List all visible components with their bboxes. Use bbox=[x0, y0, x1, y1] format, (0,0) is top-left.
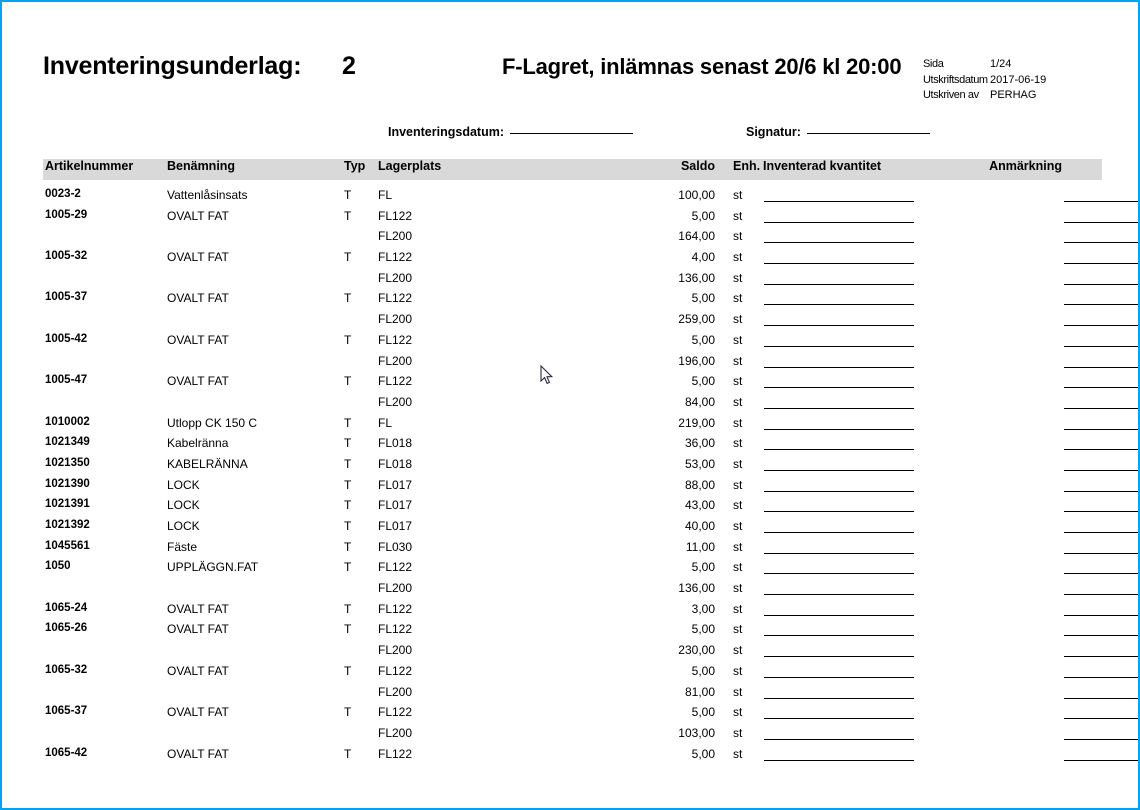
field-label-inventeringsdatum: Inventeringsdatum: bbox=[388, 125, 504, 139]
column-header-benamning: Benämning bbox=[167, 159, 236, 173]
cell-benamning: OVALT FAT bbox=[167, 250, 229, 265]
input-inventerad-kvantitet[interactable] bbox=[764, 263, 914, 264]
table-row bbox=[43, 250, 1102, 271]
field-inventeringsdatum bbox=[388, 124, 633, 139]
cell-typ: T bbox=[344, 539, 352, 554]
cell-lagerplats: FL030 bbox=[378, 539, 413, 554]
cell-saldo: 136,00 bbox=[678, 270, 715, 285]
cell-artikelnummer: 1045561 bbox=[45, 539, 90, 552]
cell-enhet: st bbox=[733, 725, 743, 740]
cell-artikelnummer: 1005-37 bbox=[45, 291, 88, 304]
cell-saldo: 43,00 bbox=[684, 498, 715, 513]
page-title: Inventeringsunderlag: bbox=[43, 52, 302, 80]
table-row bbox=[43, 622, 1102, 643]
input-anmarkning[interactable] bbox=[1064, 553, 1140, 554]
input-inventerad-kvantitet[interactable] bbox=[764, 304, 914, 305]
input-anmarkning[interactable] bbox=[1064, 760, 1140, 761]
cell-artikelnummer: 1005-29 bbox=[45, 208, 88, 221]
input-inventerad-kvantitet[interactable] bbox=[764, 573, 914, 574]
cell-enhet: st bbox=[733, 208, 743, 223]
input-anmarkning[interactable] bbox=[1064, 573, 1140, 574]
table-row bbox=[43, 354, 1102, 375]
table-row bbox=[43, 643, 1102, 664]
cell-lagerplats: FL200 bbox=[378, 581, 413, 596]
input-inventerad-kvantitet[interactable] bbox=[764, 222, 914, 223]
input-anmarkning[interactable] bbox=[1064, 635, 1140, 636]
cell-enhet: st bbox=[733, 332, 743, 347]
input-inventerad-kvantitet[interactable] bbox=[764, 532, 914, 533]
cell-benamning: Kabelränna bbox=[167, 436, 229, 451]
cell-lagerplats: FL122 bbox=[378, 250, 413, 265]
meta-value-utskriftsdatum: 2017-06-19 bbox=[990, 73, 1047, 86]
cell-typ: T bbox=[344, 374, 352, 389]
table-row bbox=[43, 664, 1102, 685]
table-row bbox=[43, 705, 1102, 726]
input-anmarkning[interactable] bbox=[1064, 718, 1140, 719]
input-inventerad-kvantitet[interactable] bbox=[764, 656, 914, 657]
cell-enhet: st bbox=[733, 250, 743, 265]
input-inventerad-kvantitet[interactable] bbox=[764, 511, 914, 512]
cell-lagerplats: FL017 bbox=[378, 498, 413, 513]
cell-lagerplats: FL200 bbox=[378, 353, 413, 368]
cell-enhet: st bbox=[733, 622, 743, 637]
input-anmarkning[interactable] bbox=[1064, 408, 1140, 409]
table-row bbox=[43, 581, 1102, 602]
cell-saldo: 5,00 bbox=[691, 560, 715, 575]
cell-lagerplats: FL bbox=[378, 188, 393, 202]
cell-enhet: st bbox=[733, 498, 743, 513]
cell-saldo: 5,00 bbox=[691, 291, 715, 306]
cell-artikelnummer: 1021349 bbox=[45, 436, 90, 449]
cell-enhet: st bbox=[733, 415, 743, 430]
cell-benamning: KABELRÄNNA bbox=[167, 456, 248, 471]
cell-artikelnummer: 1021392 bbox=[45, 519, 90, 531]
column-header-typ: Typ bbox=[344, 159, 366, 173]
table-body bbox=[43, 188, 1102, 767]
input-anmarkning[interactable] bbox=[1064, 532, 1140, 533]
table-row bbox=[43, 540, 1102, 561]
input-inventerad-kvantitet[interactable] bbox=[764, 635, 914, 636]
cell-typ: T bbox=[344, 477, 352, 492]
cell-lagerplats: FL017 bbox=[378, 477, 413, 492]
cell-lagerplats: FL122 bbox=[378, 374, 413, 389]
cell-enhet: st bbox=[733, 229, 743, 244]
input-anmarkning[interactable] bbox=[1064, 304, 1140, 305]
cell-benamning: OVALT FAT bbox=[167, 208, 229, 223]
cell-enhet: st bbox=[733, 539, 743, 554]
cell-artikelnummer: 1021390 bbox=[45, 477, 90, 490]
input-inventerad-kvantitet[interactable] bbox=[764, 491, 914, 492]
field-input-inventeringsdatum[interactable] bbox=[510, 124, 633, 134]
input-anmarkning[interactable] bbox=[1064, 491, 1140, 492]
cell-enhet: st bbox=[733, 270, 743, 285]
field-input-signatur[interactable] bbox=[807, 124, 930, 134]
column-header-saldo: Saldo bbox=[680, 159, 715, 173]
table-row bbox=[43, 395, 1102, 416]
cell-saldo: 230,00 bbox=[678, 643, 715, 658]
input-anmarkning[interactable] bbox=[1064, 698, 1140, 699]
input-anmarkning[interactable] bbox=[1064, 511, 1140, 512]
cell-typ: T bbox=[344, 705, 352, 720]
cell-saldo: 5,00 bbox=[691, 622, 715, 637]
input-inventerad-kvantitet[interactable] bbox=[764, 553, 914, 554]
table-row bbox=[43, 457, 1102, 478]
cell-saldo: 81,00 bbox=[684, 684, 715, 699]
meta-row-sida bbox=[923, 57, 1046, 73]
document-subtitle: F-Lagret, inlämnas senast 20/6 kl 20:00 bbox=[502, 54, 902, 79]
cell-typ: T bbox=[344, 291, 352, 306]
table-row bbox=[43, 312, 1102, 333]
cell-enhet: st bbox=[733, 581, 743, 596]
field-signatur bbox=[746, 124, 930, 139]
input-anmarkning[interactable] bbox=[1064, 739, 1140, 740]
input-anmarkning[interactable] bbox=[1064, 470, 1140, 471]
input-anmarkning[interactable] bbox=[1064, 284, 1140, 285]
meta-row-utskriftsdatum bbox=[923, 73, 1046, 89]
cell-artikelnummer: 1065-32 bbox=[45, 663, 88, 676]
meta-value-utskriven-av: PERHAG bbox=[990, 89, 1037, 101]
table-row bbox=[43, 560, 1102, 581]
cell-lagerplats: FL122 bbox=[378, 746, 413, 761]
input-inventerad-kvantitet[interactable] bbox=[764, 718, 914, 719]
cell-benamning: Fäste bbox=[167, 539, 198, 554]
cell-benamning: Utlopp CK 150 C bbox=[167, 415, 258, 430]
cell-enhet: st bbox=[733, 291, 743, 306]
cell-artikelnummer: 1005-32 bbox=[45, 250, 88, 263]
table-row bbox=[43, 374, 1102, 395]
column-header-inventerad-kvantitet: Inventerad kvantitet bbox=[763, 159, 882, 173]
cell-saldo: 219,00 bbox=[678, 415, 715, 430]
cell-typ: T bbox=[344, 436, 352, 451]
input-inventerad-kvantitet[interactable] bbox=[764, 408, 914, 409]
cell-benamning: OVALT FAT bbox=[167, 601, 229, 616]
meta-label-utskriftsdatum: Utskriftsdatum bbox=[923, 73, 988, 86]
input-anmarkning[interactable] bbox=[1064, 325, 1140, 326]
cell-enhet: st bbox=[733, 519, 743, 533]
cell-lagerplats: FL018 bbox=[378, 456, 413, 471]
cell-typ: T bbox=[344, 663, 352, 678]
cell-lagerplats: FL017 bbox=[378, 519, 413, 533]
cell-artikelnummer: 1065-37 bbox=[45, 705, 88, 718]
cell-enhet: st bbox=[733, 746, 743, 761]
cell-artikelnummer: 1065-42 bbox=[45, 746, 88, 759]
table-row bbox=[43, 229, 1102, 250]
cell-enhet: st bbox=[733, 353, 743, 368]
table-row bbox=[43, 416, 1102, 437]
cell-typ: T bbox=[344, 560, 352, 575]
cell-saldo: 5,00 bbox=[691, 332, 715, 347]
cell-typ: T bbox=[344, 188, 352, 202]
input-inventerad-kvantitet[interactable] bbox=[764, 201, 914, 202]
table-row bbox=[43, 498, 1102, 519]
cell-benamning: LOCK bbox=[167, 498, 200, 513]
column-header-anmarkning: Anmärkning bbox=[989, 159, 1062, 173]
cell-typ: T bbox=[344, 519, 352, 533]
table-row bbox=[43, 209, 1102, 230]
cell-artikelnummer: 1021391 bbox=[45, 498, 90, 511]
cell-saldo: 4,00 bbox=[691, 250, 715, 265]
cell-artikelnummer: 1010002 bbox=[45, 415, 90, 428]
cell-enhet: st bbox=[733, 188, 743, 202]
cell-lagerplats: FL122 bbox=[378, 601, 413, 616]
cell-saldo: 103,00 bbox=[678, 725, 715, 740]
input-inventerad-kvantitet[interactable] bbox=[764, 615, 914, 616]
print-meta-block bbox=[923, 57, 1046, 104]
input-inventerad-kvantitet[interactable] bbox=[764, 346, 914, 347]
meta-label-utskriven-av: Utskriven av bbox=[923, 89, 979, 101]
input-inventerad-kvantitet[interactable] bbox=[764, 387, 914, 388]
field-label-signatur: Signatur: bbox=[746, 125, 801, 139]
cell-lagerplats: FL122 bbox=[378, 705, 413, 720]
cell-benamning: OVALT FAT bbox=[167, 374, 229, 389]
cell-saldo: 3,00 bbox=[691, 601, 715, 616]
cell-lagerplats: FL200 bbox=[378, 684, 413, 699]
cell-lagerplats: FL122 bbox=[378, 208, 413, 223]
cell-typ: T bbox=[344, 208, 352, 223]
cell-enhet: st bbox=[733, 312, 743, 327]
meta-label-sida: Sida bbox=[923, 58, 944, 70]
input-anmarkning[interactable] bbox=[1064, 346, 1140, 347]
signature-fields bbox=[2, 124, 1138, 148]
cell-enhet: st bbox=[733, 436, 743, 451]
column-header-artikelnummer: Artikelnummer bbox=[45, 159, 134, 173]
table-row bbox=[43, 519, 1102, 540]
cell-typ: T bbox=[344, 746, 352, 761]
column-header-lagerplats: Lagerplats bbox=[378, 159, 442, 173]
input-anmarkning[interactable] bbox=[1064, 263, 1140, 264]
inventory-number: 2 bbox=[342, 52, 356, 80]
cell-lagerplats: FL200 bbox=[378, 725, 413, 740]
input-inventerad-kvantitet[interactable] bbox=[764, 698, 914, 699]
cell-artikelnummer: 1005-42 bbox=[45, 332, 88, 345]
table-row bbox=[43, 188, 1102, 209]
cell-saldo: 5,00 bbox=[691, 705, 715, 720]
input-inventerad-kvantitet[interactable] bbox=[764, 284, 914, 285]
cell-artikelnummer: 1065-26 bbox=[45, 622, 88, 635]
cell-artikelnummer: 1065-24 bbox=[45, 601, 88, 614]
cell-benamning: LOCK bbox=[167, 519, 200, 533]
cell-lagerplats: FL bbox=[378, 415, 393, 430]
cell-artikelnummer: 1050 bbox=[45, 560, 71, 573]
inventory-table bbox=[43, 159, 1102, 767]
input-inventerad-kvantitet[interactable] bbox=[764, 429, 914, 430]
table-header-row bbox=[43, 159, 1102, 180]
cell-saldo: 40,00 bbox=[684, 519, 715, 533]
cell-lagerplats: FL122 bbox=[378, 291, 413, 306]
input-anmarkning[interactable] bbox=[1064, 387, 1140, 388]
cell-typ: T bbox=[344, 415, 352, 430]
cell-saldo: 84,00 bbox=[684, 394, 715, 409]
input-inventerad-kvantitet[interactable] bbox=[764, 594, 914, 595]
cell-typ: T bbox=[344, 456, 352, 471]
cell-typ: T bbox=[344, 622, 352, 637]
cell-benamning: LOCK bbox=[167, 477, 200, 492]
meta-value-sida: 1/24 bbox=[990, 58, 1012, 70]
cell-lagerplats: FL122 bbox=[378, 663, 413, 678]
table-row bbox=[43, 271, 1102, 292]
input-anmarkning[interactable] bbox=[1064, 242, 1140, 243]
cell-enhet: st bbox=[733, 601, 743, 616]
cell-saldo: 5,00 bbox=[691, 746, 715, 761]
column-header-enhet: Enh. bbox=[733, 159, 761, 173]
input-inventerad-kvantitet[interactable] bbox=[764, 677, 914, 678]
cell-enhet: st bbox=[733, 374, 743, 389]
input-inventerad-kvantitet[interactable] bbox=[764, 325, 914, 326]
cell-enhet: st bbox=[733, 684, 743, 699]
cell-lagerplats: FL122 bbox=[378, 560, 413, 575]
input-inventerad-kvantitet[interactable] bbox=[764, 739, 914, 740]
cell-saldo: 36,00 bbox=[684, 436, 715, 451]
cell-enhet: st bbox=[733, 456, 743, 471]
cell-benamning: OVALT FAT bbox=[167, 746, 229, 761]
cell-lagerplats: FL018 bbox=[378, 436, 413, 451]
cell-enhet: st bbox=[733, 643, 743, 658]
cell-typ: T bbox=[344, 332, 352, 347]
table-row bbox=[43, 747, 1102, 768]
cell-benamning: OVALT FAT bbox=[167, 705, 229, 720]
input-inventerad-kvantitet[interactable] bbox=[764, 367, 914, 368]
cell-benamning: OVALT FAT bbox=[167, 663, 229, 678]
cell-typ: T bbox=[344, 601, 352, 616]
input-inventerad-kvantitet[interactable] bbox=[764, 449, 914, 450]
table-row bbox=[43, 602, 1102, 623]
input-anmarkning[interactable] bbox=[1064, 201, 1140, 202]
cell-artikelnummer: 1021350 bbox=[45, 456, 90, 469]
input-anmarkning[interactable] bbox=[1064, 615, 1140, 616]
input-anmarkning[interactable] bbox=[1064, 677, 1140, 678]
table-row bbox=[43, 726, 1102, 747]
cell-saldo: 5,00 bbox=[691, 208, 715, 223]
cell-saldo: 164,00 bbox=[678, 229, 715, 244]
cell-saldo: 88,00 bbox=[684, 477, 715, 492]
cell-enhet: st bbox=[733, 663, 743, 678]
cell-benamning: OVALT FAT bbox=[167, 291, 229, 306]
input-anmarkning[interactable] bbox=[1064, 656, 1140, 657]
input-anmarkning[interactable] bbox=[1064, 367, 1140, 368]
cell-artikelnummer: 1005-47 bbox=[45, 374, 88, 387]
cell-benamning: OVALT FAT bbox=[167, 332, 229, 347]
cell-saldo: 136,00 bbox=[678, 581, 715, 596]
cell-enhet: st bbox=[733, 394, 743, 409]
input-anmarkning[interactable] bbox=[1064, 449, 1140, 450]
table-row bbox=[43, 436, 1102, 457]
input-inventerad-kvantitet[interactable] bbox=[764, 242, 914, 243]
input-anmarkning[interactable] bbox=[1064, 429, 1140, 430]
cell-typ: T bbox=[344, 498, 352, 513]
cell-lagerplats: FL122 bbox=[378, 332, 413, 347]
cell-benamning: Vattenlåsinsats bbox=[167, 188, 248, 202]
cell-saldo: 5,00 bbox=[691, 663, 715, 678]
input-anmarkning[interactable] bbox=[1064, 594, 1140, 595]
meta-row-utskriven-av bbox=[923, 88, 1046, 104]
cell-saldo: 196,00 bbox=[678, 353, 715, 368]
table-row bbox=[43, 291, 1102, 312]
cell-saldo: 5,00 bbox=[691, 374, 715, 389]
cell-artikelnummer: 0023-2 bbox=[45, 188, 81, 200]
cell-saldo: 11,00 bbox=[685, 539, 715, 554]
cell-enhet: st bbox=[733, 560, 743, 575]
input-inventerad-kvantitet[interactable] bbox=[764, 470, 914, 471]
table-row bbox=[43, 478, 1102, 499]
cell-lagerplats: FL200 bbox=[378, 643, 413, 658]
input-anmarkning[interactable] bbox=[1064, 222, 1140, 223]
cell-lagerplats: FL200 bbox=[378, 394, 413, 409]
cell-lagerplats: FL200 bbox=[378, 312, 413, 327]
cell-benamning: OVALT FAT bbox=[167, 622, 229, 637]
cell-saldo: 53,00 bbox=[684, 456, 715, 471]
input-inventerad-kvantitet[interactable] bbox=[764, 760, 914, 761]
table-row bbox=[43, 685, 1102, 706]
cell-saldo: 100,00 bbox=[678, 188, 715, 202]
cell-enhet: st bbox=[733, 477, 743, 492]
cell-lagerplats: FL200 bbox=[378, 270, 413, 285]
cell-lagerplats: FL200 bbox=[378, 229, 413, 244]
cell-benamning: UPPLÄGGN.FAT bbox=[167, 560, 259, 575]
cell-typ: T bbox=[344, 250, 352, 265]
cell-lagerplats: FL122 bbox=[378, 622, 413, 637]
cell-enhet: st bbox=[733, 705, 743, 720]
cell-saldo: 259,00 bbox=[678, 312, 715, 327]
table-row bbox=[43, 333, 1102, 354]
